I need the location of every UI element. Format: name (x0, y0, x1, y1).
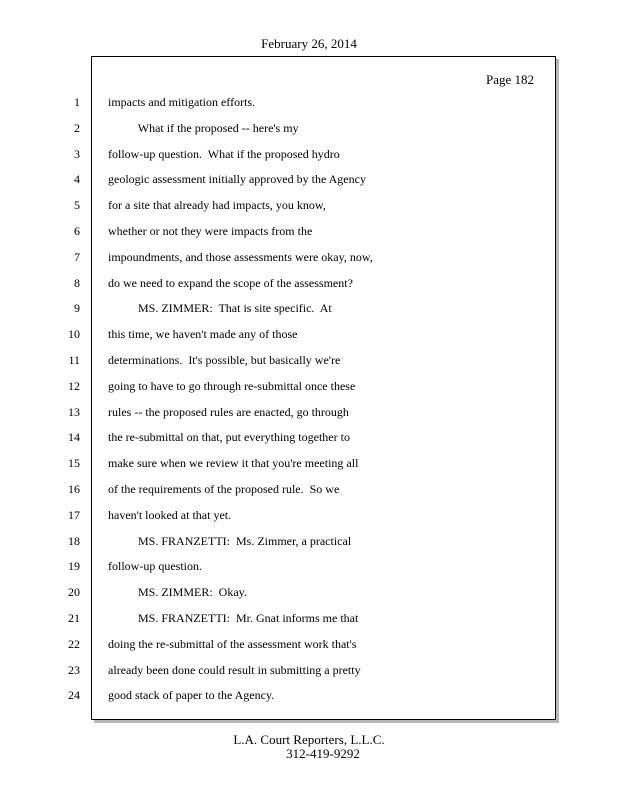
transcript-line: haven't looked at that yet. (108, 508, 232, 522)
line-number: 16 (68, 482, 80, 496)
line-number: 23 (68, 663, 80, 677)
transcript-line: doing the re-submittal of the assessment work that's (108, 637, 357, 651)
line-number: 22 (68, 637, 80, 651)
transcript-line: good stack of paper to the Agency. (108, 688, 275, 702)
line-number: 24 (68, 688, 80, 702)
transcript-line: MS. ZIMMER: Okay. (108, 585, 247, 599)
line-number: 13 (68, 405, 80, 419)
transcript-line: going to have to go through re-submittal once these (108, 379, 356, 393)
transcript-line: follow-up question. What if the proposed hydro (108, 147, 340, 161)
line-number: 4 (74, 172, 80, 186)
line-number: 10 (68, 327, 80, 341)
line-number: 21 (68, 611, 80, 625)
transcript-line: already been done could result in submitting a pretty (108, 663, 361, 677)
reporter-company: L.A. Court Reporters, L.L.C. (233, 732, 385, 747)
transcript-line: determinations. It's possible, but basically we're (108, 353, 341, 367)
line-number: 1 (74, 95, 80, 109)
line-number: 19 (68, 559, 80, 573)
line-number: 6 (74, 224, 80, 238)
transcript-line: for a site that already had impacts, you know, (108, 198, 326, 212)
page-number: Page 182 (485, 72, 534, 87)
line-number: 17 (68, 508, 80, 522)
transcript-line: follow-up question. (108, 559, 202, 573)
transcript-line: impacts and mitigation efforts. (108, 95, 256, 109)
transcript-line: geologic assessment initially approved by the Agency (108, 172, 366, 186)
transcript-line: MS. ZIMMER: That is site specific. At (108, 301, 332, 315)
transcript-date: February 26, 2014 (261, 36, 357, 51)
line-number: 2 (74, 121, 80, 135)
transcript-line: do we need to expand the scope of the assessment? (108, 276, 353, 290)
reporter-phone: 312-419-9292 (286, 746, 360, 761)
line-number: 14 (68, 430, 80, 444)
footer (0, 733, 618, 761)
line-number: 15 (68, 456, 80, 470)
transcript-line: make sure when we review it that you're meeting all (108, 456, 359, 470)
line-number: 7 (74, 250, 80, 264)
transcript-line: What if the proposed -- here's my (108, 121, 299, 135)
transcript-line: rules -- the proposed rules are enacted, go through (108, 405, 349, 419)
transcript-line: MS. FRANZETTI: Ms. Zimmer, a practical (108, 534, 352, 548)
line-number: 3 (74, 147, 80, 161)
line-number: 20 (68, 585, 80, 599)
transcript-line: impoundments, and those assessments were okay, now, (108, 250, 373, 264)
line-number: 11 (68, 353, 80, 367)
transcript-line: MS. FRANZETTI: Mr. Gnat informs me that (108, 611, 359, 625)
transcript-line: whether or not they were impacts from the (108, 224, 313, 238)
transcript-line: the re-submittal on that, put everything together to (108, 430, 350, 444)
line-number: 9 (74, 301, 80, 315)
transcript-line: of the requirements of the proposed rule. So we (108, 482, 340, 496)
line-number: 18 (68, 534, 80, 548)
line-number: 5 (74, 198, 80, 212)
line-number: 12 (68, 379, 80, 393)
line-number: 8 (74, 276, 80, 290)
transcript-line: this time, we haven't made any of those (108, 327, 298, 341)
